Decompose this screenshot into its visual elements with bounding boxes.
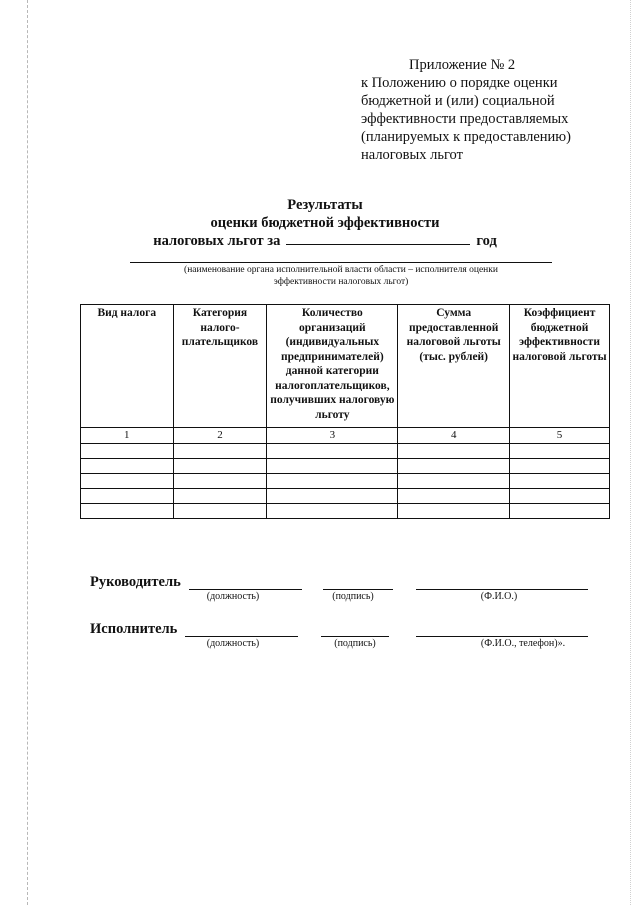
executor-name-field[interactable] <box>416 636 588 637</box>
table-cell[interactable] <box>398 488 510 503</box>
table-row <box>81 503 610 518</box>
table-cell[interactable] <box>81 458 174 473</box>
table-cell[interactable] <box>267 473 398 488</box>
heading-line-1: Результаты <box>287 197 363 213</box>
table-cell[interactable] <box>173 458 267 473</box>
executor-signature-field[interactable] <box>321 636 389 637</box>
header-taxpayer-category: Категория налого-плательщиков <box>173 305 267 428</box>
org-caption-line-2: эффективности налоговых льгот) <box>273 277 409 287</box>
annex-block <box>361 56 611 164</box>
results-table <box>80 304 610 519</box>
org-caption-line-1: (наименование органа исполнительной власти области – исполнителя оценки <box>184 265 498 275</box>
table-cell[interactable] <box>81 443 174 458</box>
head-position-caption: (должность) <box>206 591 260 602</box>
head-signature-label: Руководитель <box>90 574 181 590</box>
table-cell[interactable] <box>173 473 267 488</box>
executor-position-caption: (должность) <box>206 638 260 649</box>
heading-year-label: год <box>476 233 497 249</box>
annex-line: к Положению о порядке оценки <box>361 75 558 91</box>
table-header-row <box>81 305 610 428</box>
executor-position-field[interactable] <box>185 636 298 637</box>
annex-line: налоговых льгот <box>361 147 463 163</box>
table-cell[interactable] <box>173 443 267 458</box>
period-blank-field[interactable] <box>286 232 470 245</box>
heading-period-label: налоговых льгот за <box>153 233 281 249</box>
column-number: 3 <box>267 428 398 444</box>
table-cell[interactable] <box>173 503 267 518</box>
table-cell[interactable] <box>267 488 398 503</box>
header-benefit-amount: Сумма предоставленной налоговой льготы (тыс. рублей) <box>398 305 510 428</box>
table-cell[interactable] <box>510 488 610 503</box>
scan-edge-right <box>630 0 631 905</box>
table-cell[interactable] <box>267 443 398 458</box>
annex-title: Приложение № 2 <box>409 57 516 73</box>
column-number: 4 <box>398 428 510 444</box>
head-position-field[interactable] <box>189 589 302 590</box>
header-organizations-count: Количество организаций (индивидуальных предпринимателей) данной категории налогоплательщиков, получивших налоговую льготу <box>267 305 398 428</box>
table-row <box>81 488 610 503</box>
head-signature-field[interactable] <box>323 589 393 590</box>
table-cell[interactable] <box>510 503 610 518</box>
column-number: 5 <box>510 428 610 444</box>
table-cell[interactable] <box>267 458 398 473</box>
document-heading <box>100 196 550 250</box>
executor-signature-label: Исполнитель <box>90 621 178 637</box>
annex-line: (планируемых к предоставлению) <box>361 129 571 145</box>
column-number: 2 <box>173 428 267 444</box>
column-number-row <box>81 428 610 444</box>
org-name-caption <box>130 264 552 288</box>
table-cell[interactable] <box>510 473 610 488</box>
table-row <box>81 473 610 488</box>
column-number: 1 <box>81 428 174 444</box>
executor-signature-caption: (подпись) <box>334 638 376 649</box>
table-cell[interactable] <box>81 473 174 488</box>
annex-line: бюджетной и (или) социальной <box>361 93 555 109</box>
table-cell[interactable] <box>81 488 174 503</box>
table-cell[interactable] <box>267 503 398 518</box>
head-signature-caption: (подпись) <box>332 591 374 602</box>
table-cell[interactable] <box>81 503 174 518</box>
table-cell[interactable] <box>510 443 610 458</box>
head-name-caption: (Ф.И.О.) <box>480 591 518 602</box>
table-row <box>81 443 610 458</box>
scan-edge-left <box>27 0 28 905</box>
annex-line: эффективности предоставляемых <box>361 111 569 127</box>
table-cell[interactable] <box>398 458 510 473</box>
org-name-field[interactable] <box>130 262 552 263</box>
heading-line-3 <box>100 232 550 250</box>
table-row <box>81 458 610 473</box>
header-tax-type: Вид налога <box>81 305 174 428</box>
heading-line-2: оценки бюджетной эффективности <box>210 215 440 231</box>
table-cell[interactable] <box>173 488 267 503</box>
head-name-field[interactable] <box>416 589 588 590</box>
table-cell[interactable] <box>510 458 610 473</box>
table-cell[interactable] <box>398 473 510 488</box>
table-cell[interactable] <box>398 503 510 518</box>
executor-name-caption: (Ф.И.О., телефон)». <box>480 638 566 649</box>
header-efficiency-coefficient: Коэффициент бюджетной эффективности налоговой льготы <box>510 305 610 428</box>
table-cell[interactable] <box>398 443 510 458</box>
